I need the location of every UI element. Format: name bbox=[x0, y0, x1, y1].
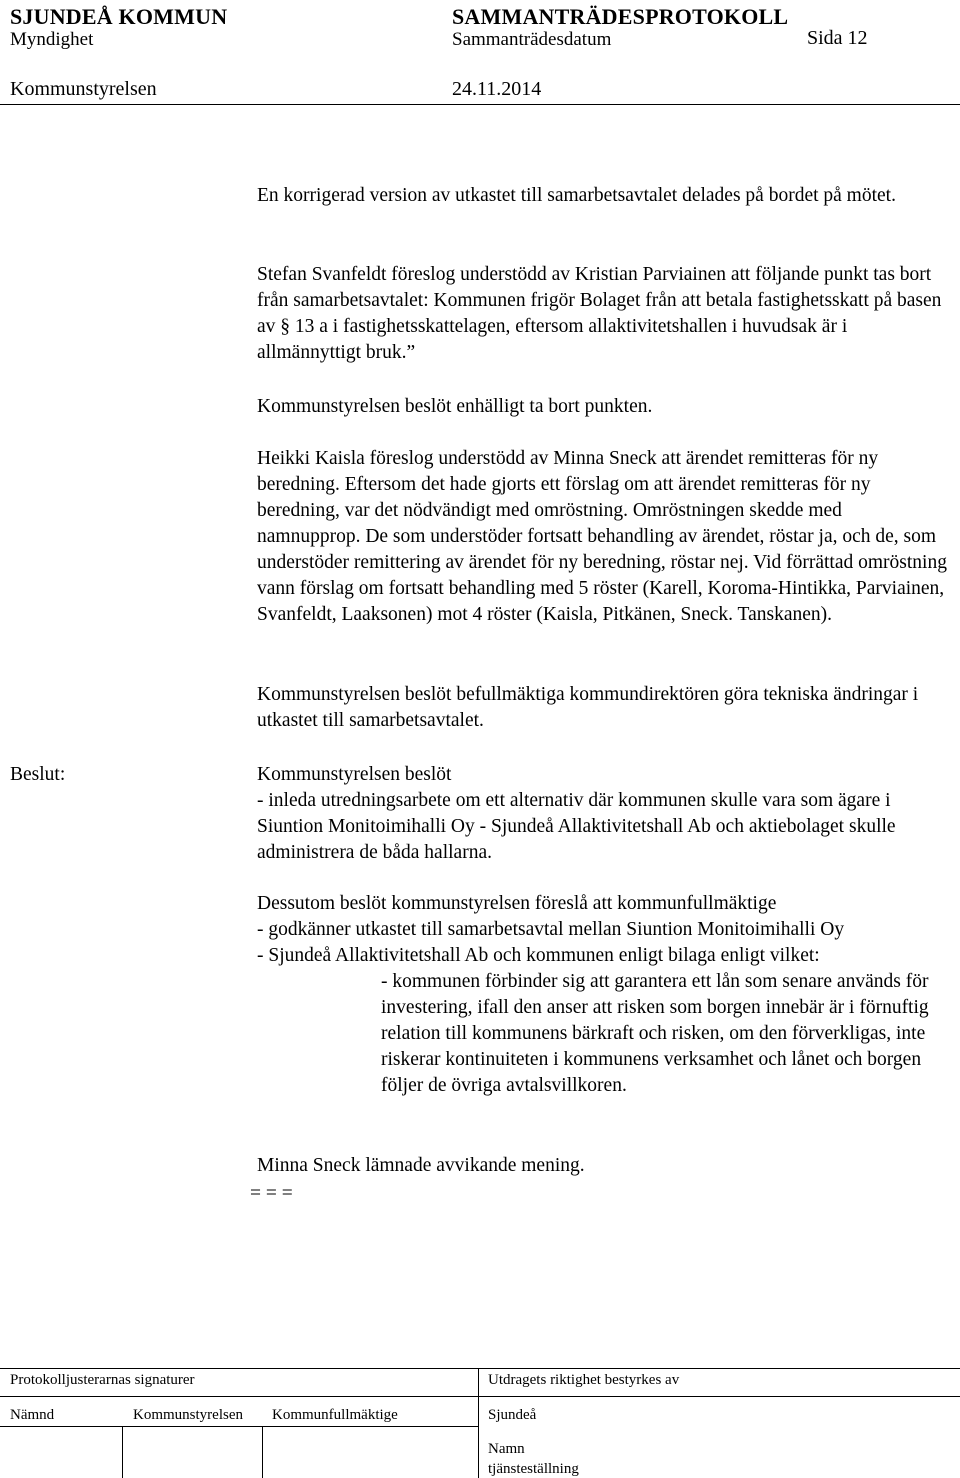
paragraph-authorization bbox=[257, 682, 947, 734]
footer-name-label: Namn bbox=[488, 1441, 525, 1457]
footer-body-label: Nämnd bbox=[10, 1407, 55, 1423]
footer-divider-middle bbox=[0, 1396, 960, 1397]
paragraph-text: Stefan Svanfeldt föreslog understödd av Kristian Parviainen att följande punkt tas bort från samarbetsavtalet: Kommunen frigör Bolaget från att betala fastighetsskatt på basen av § 13 a i fastighetsskattelagen, eftersom allaktivitetshallen i huvudsak är i allmännyttigt bruk.” bbox=[257, 264, 942, 363]
decision-label: Beslut: bbox=[10, 764, 66, 785]
organization-name: SJUNDEÅ KOMMUN bbox=[10, 4, 228, 29]
footer-divider-top bbox=[0, 1368, 960, 1369]
paragraph-text: Kommunstyrelsen beslöt enhälligt ta bort punkten. bbox=[257, 396, 653, 417]
signatures-label: Protokolljusterarnas signaturer bbox=[10, 1372, 195, 1388]
authority-name: Kommunstyrelsen bbox=[10, 78, 157, 100]
decision-block bbox=[257, 762, 947, 866]
dissent-note bbox=[257, 1153, 947, 1179]
paragraph-text: Kommunstyrelsen beslöt befullmäktiga kommundirektören göra tekniska ändringar i utkastet till samarbetsavtalet. bbox=[257, 684, 919, 731]
paragraph-decision-remove bbox=[257, 394, 947, 420]
paragraph-corrected-version bbox=[257, 183, 947, 209]
footer-column-divider bbox=[478, 1368, 479, 1478]
decision-proposal-condition: - kommunen förbinder sig att garantera ett lån som senare används för investering, ifall den anser att risken som borgen innebär är i förnuftig relation till kommunens bärkraft och risken, om den förverkligas, inte riskerar kontinuiteten i kommunens verksamhet och lånet och borgen följer de övriga avtalsvillkoren. bbox=[381, 971, 929, 1096]
footer-divider-sig bbox=[0, 1426, 478, 1427]
decision-item-investigation: - inleda utredningsarbete om ett alternativ där kommunen skulle vara som ägare i Siuntion Monitoimihalli Oy - Sjundeå Allaktivitetshall Ab och aktiebolaget skulle administrera de båda hallarna. bbox=[257, 790, 896, 863]
footer-sig-divider-1 bbox=[122, 1426, 123, 1478]
document-title: SAMMANTRÄDESPROTOKOLL bbox=[452, 4, 789, 29]
certification-label: Utdragets riktighet bestyrkes av bbox=[488, 1372, 680, 1388]
footer-board-label: Kommunstyrelsen bbox=[133, 1407, 243, 1423]
paragraph-kaisla-vote bbox=[257, 446, 947, 628]
decision-proposal-item-2: - Sjundeå Allaktivitetshall Ab och kommunen enligt bilaga enligt vilket: bbox=[257, 945, 820, 966]
header-divider bbox=[0, 104, 960, 105]
decision-proposal-item-1: - godkänner utkastet till samarbetsavtal mellan Siuntion Monitoimihalli Oy bbox=[257, 919, 845, 940]
footer-place: Sjundeå bbox=[488, 1407, 537, 1423]
end-marker: = = = bbox=[250, 1183, 293, 1204]
footer-sig-divider-2 bbox=[262, 1426, 263, 1478]
decision-intro: Kommunstyrelsen beslöt bbox=[257, 764, 452, 785]
meeting-date: 24.11.2014 bbox=[452, 78, 542, 100]
footer-title-label: tjänsteställning bbox=[488, 1461, 579, 1477]
footer-council-label: Kommunfullmäktige bbox=[272, 1407, 398, 1423]
dissent-text: Minna Sneck lämnade avvikande mening. bbox=[257, 1155, 585, 1176]
paragraph-text: Heikki Kaisla föreslog understödd av Minna Sneck att ärendet remitteras för ny beredning. Eftersom det hade gjorts ett förslag om att ärendet remitteras för ny beredning, var det nödvändigt med omröstning. Omröstningen skedde med namnupprop. De som understöder fortsatt behandling av ärendet, röstar ja, och de, som understöder remittering av ärendet för ny beredning, röstar nej. Vid förrättad omröstning vann förslag om fortsatt behandling med 5 röster (Karell, Koroma-Hintikka, Parviainen, Svanfeldt, Laaksonen) mot 4 röster (Kaisla, Pitkänen, Sneck. Tanskanen). bbox=[257, 448, 947, 625]
meeting-date-label: Sammanträdesdatum bbox=[452, 29, 612, 50]
authority-label: Myndighet bbox=[10, 29, 94, 50]
paragraph-svanfeldt-proposal bbox=[257, 262, 947, 366]
decision-proposal-intro: Dessutom beslöt kommunstyrelsen föreslå att kommunfullmäktige bbox=[257, 893, 777, 914]
page-number: Sida 12 bbox=[807, 27, 868, 49]
paragraph-text: En korrigerad version av utkastet till samarbetsavtalet delades på bordet på mötet. bbox=[257, 185, 896, 206]
decision-proposal-block bbox=[257, 891, 947, 1099]
